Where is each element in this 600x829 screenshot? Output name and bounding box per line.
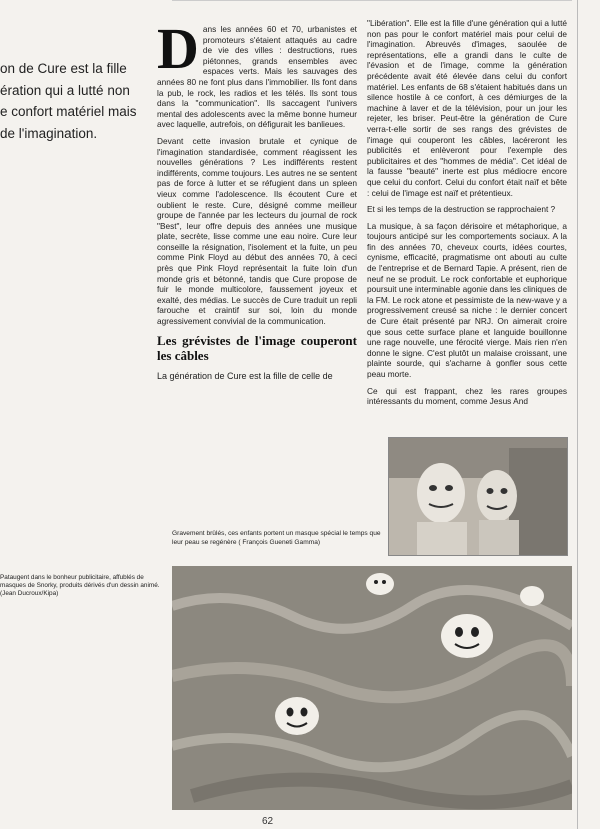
pull-quote-line: on de Cure est la fille [0,61,127,76]
body-paragraph: Devant cette invasion brutale et cynique de l'imagination standardisée, comment réagissent les nouvelles générations ? Les indifférents restent indifférents, comme toujours. Les autres ne se sentent pas de force à lutter et se réfugient dans un spleen vieux comme l'adolescence. Ils écoutent Cure et oublient le reste. Cure, désigné comme meilleur groupe de l'année par les lecteurs du journal de rock "Best", leur offre depuis des années une musique plate, secrète, lisse comme une eau noire. Cure leur conseille la résignation, l'isolement et la fuite, un peu comme Pink Floyd au début des années 70, à ceci près que Pink Floyd représentait la fuite loin d'un monde gris et bétonné, tandis que Cure propose de fuir le monde multicolore, faussement joyeux et exalté, des médias. Le succès de Cure traduit un repli farouche et craintif sur soi, loin du monde agressivement convivial de la communication. [157,135,357,327]
section-heading: Les grévistes de l'image couperont les câbles [157,332,357,363]
body-paragraph: Et si les temps de la destruction se rapprochaient ? [367,204,556,215]
photo-masked-children [388,437,568,556]
pull-quote-line: de l'imagination. [0,125,98,141]
page-edge-rule [577,0,578,829]
opening-paragraph: Dans les années 60 et 70, urbanistes et promoteurs s'étaient attaqués au cadre de vie des villes : destructions, rues piétonnes, grands ensembles avec espaces verts. Mais les sauvages des années 80 ne font plus dans l'immobilier. Ils font dans la pub, le rock, les radios et les télés. Ils sont tous dans la "communication". Ils saccagent l'univers mental des adolescents avec la même bonne humeur avec laquelle, autrefois, on défigurait les banlieues. [157,16,357,130]
article-column-1 [157,16,357,388]
drop-cap: D [157,16,199,81]
pull-quote-line: e confort matériel mais [0,104,137,119]
article-column-2 [367,18,567,413]
photo-snorky-masks [172,566,572,810]
page-number: 62 [262,816,274,827]
photo-caption: Pataugent dans le bonheur publicitaire, affublés de masques de Snorky, produits dérivés d'un dessin animé. (Jean Ducroux/Kipa) [0,574,160,598]
body-paragraph: La musique, à sa façon dérisoire et métaphorique, a toujours anticipé sur les comportements sociaux. A la fin des années 70, cheveux courts, idées courtes, cynisme, efficacité, pragmatisme ont abouti au culte de l'entreprise et de Bernard Tapie. A présent, rien de neuf ne se produit. Le rock confortable et euphorique poursuit une interminable agonie dans les cliniques de la FM. Le rock atone et pessimiste de la new-wave y a progressivement creusé sa niche : le dernier concert de Cure était présenté par NRJ. On aimerait croire que sous cette surface plane et languide bouillonne une rage nouvelle, une férocité vierge. Mais rien n'en donne le signe. C'est plutôt un malaise croissant, une plainte sourde, qui s'acharne à gonfler sous cette peau morte. [367,220,567,379]
body-paragraph: La génération de Cure est la fille de celle de [157,370,333,381]
photo-masked-children-image [389,438,567,555]
body-paragraph: "Libération". Elle est la fille d'une génération qui a lutté non pas pour le confort matériel mais pour celui de l'imagination. Abreuvés d'images, saoulée de représentations, elle a grandi dans le culte de l'évasion et de l'image, comme la génération précédente avait été élevée dans celui du confort matériel. Les enfants de 68 s'étaient habitués dans un silence hostile à ce confort, à ces démiurges de la machine à laver et de la télévision, pour un jour les rejeter, les briser. Peut-être la génération de Cure verra-t-elle sortir de ses rangs des grévistes de l'image qui couperont les câbles, lacéreront les publicités et enlèveront pour l'exemple des publicitaires et des "hommes de média". Cet idéal de la fausse "beauté" inerte est plus médiocre encore que celui du confort. Celui du confort était naïf et bête : celui de l'image est naïf et prétentieux. [367,18,567,198]
body-paragraph: Ce qui est frappant, chez les rares groupes intéressants du moment, comme Jesus And [367,385,567,407]
pull-quote-line: ération qui a lutté non [0,82,130,98]
photo-snorky-masks-image [172,566,572,810]
photo-caption: Gravement brûlés, ces enfants portent un masque spécial le temps que leur peau se regénère ( François Gueneti Gamma) [172,530,381,546]
pull-quote [0,58,150,144]
top-rule [172,0,572,1]
